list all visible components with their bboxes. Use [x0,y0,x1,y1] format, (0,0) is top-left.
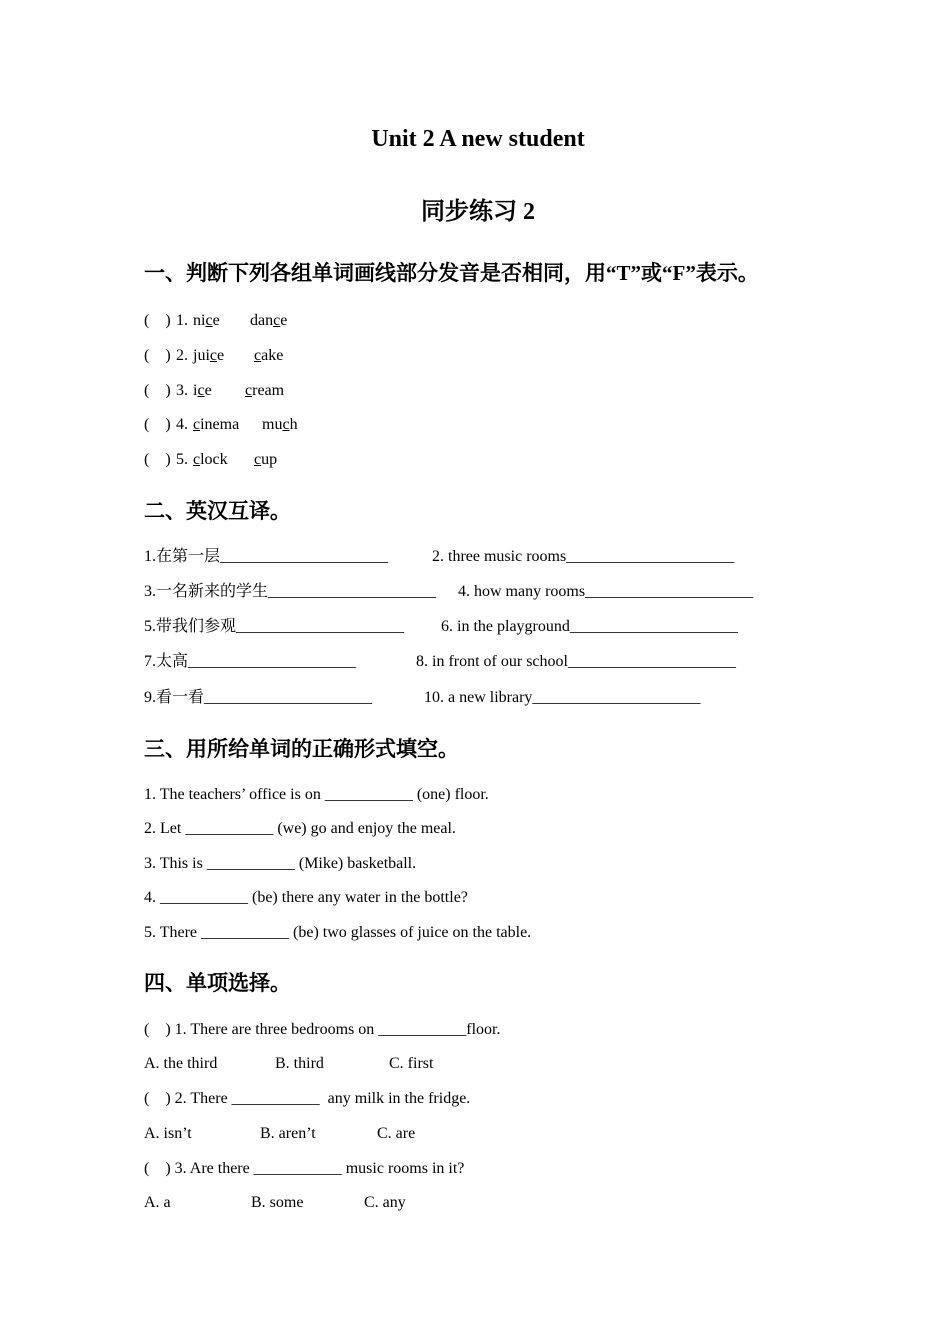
question-stem: ( ) 1. There are three bedrooms on ___________floor. [144,1021,501,1038]
fill-in-item: 4. ___________ (be) there any water in the bottle? [144,889,468,906]
underlined-letter: c [209,347,217,364]
word-part: e [217,347,225,364]
translation-item-right: 10. a new library_____________________ [424,689,701,706]
translation-item-left: 9.看一看_____________________ [144,689,373,706]
underlined-letter: c [205,312,213,329]
word-part: up [261,451,278,468]
fill-in-item: 1. The teachers’ office is on ___________ (one) floor. [144,786,489,803]
answer-paren: ( ) [144,416,171,433]
underlined-letter: c [273,312,281,329]
section3-heading: 三、用所给单词的正确形式填空。 [144,737,459,761]
option-b: B. third [275,1055,324,1072]
option-a: A. the third [144,1055,218,1072]
translation-item-left: 5.带我们参观_____________________ [144,618,405,635]
word-part: e [204,382,212,399]
word-part: ake [261,347,284,364]
word-part: h [289,416,298,433]
answer-paren: ( ) [144,312,171,329]
page-title: Unit 2 A new student [371,126,585,152]
answer-paren: ( ) [144,382,171,399]
translation-item-right: 6. in the playground_____________________ [441,618,738,635]
word-two [245,381,284,401]
item-number: 1. [176,312,188,329]
option-c: C. any [364,1194,406,1211]
underlined-letter: c [193,451,201,468]
question-stem: ( ) 2. There ___________ any milk in the fridge. [144,1090,471,1107]
answer-paren: ( ) [144,347,171,364]
item-number: 2. [176,347,188,364]
word-two [262,415,298,435]
fill-in-item: 2. Let ___________ (we) go and enjoy the meal. [144,820,456,837]
word-one [193,415,239,435]
word-one [193,346,224,366]
fill-in-item: 5. There ___________ (be) two glasses of juice on the table. [144,924,532,941]
option-c: C. are [377,1125,416,1142]
word-part: dan [250,312,274,329]
word-part: jui [193,347,210,364]
translation-item-right: 4. how many rooms_____________________ [458,583,754,600]
underlined-letter: c [254,347,262,364]
word-part: i [193,382,198,399]
word-two [254,346,283,366]
option-b: B. some [251,1194,304,1211]
word-part: inema [200,416,240,433]
fill-in-item: 3. This is ___________ (Mike) basketball. [144,855,417,872]
underlined-letter: c [254,451,262,468]
translation-item-left: 3.一名新来的学生_____________________ [144,583,437,600]
word-one [193,450,228,470]
underlined-letter: c [197,382,205,399]
underlined-letter: c [193,416,201,433]
item-number: 3. [176,382,188,399]
answer-paren: ( ) [144,451,171,468]
word-part: lock [200,451,228,468]
word-one [193,381,212,401]
word-one [193,311,220,331]
word-part: ream [252,382,285,399]
word-two [250,311,287,331]
translation-item-right: 2. three music rooms_____________________ [432,548,735,565]
item-number: 4. [176,416,188,433]
section1-heading: 一、判断下列各组单词画线部分发音是否相同，用“T”或“F”表示。 [144,261,759,285]
word-part: e [212,312,220,329]
item-number: 5. [176,451,188,468]
word-part: e [280,312,288,329]
option-b: B. aren’t [260,1125,316,1142]
translation-item-right: 8. in front of our school_____________________ [416,653,736,670]
word-part: mu [262,416,283,433]
option-a: A. a [144,1194,171,1211]
option-a: A. isn’t [144,1125,192,1142]
underlined-letter: c [245,382,253,399]
translation-item-left: 1.在第一层_____________________ [144,548,389,565]
question-stem: ( ) 3. Are there ___________ music rooms in it? [144,1160,465,1177]
word-part: ni [193,312,206,329]
option-c: C. first [389,1055,434,1072]
translation-item-left: 7.太高_____________________ [144,653,357,670]
word-two [254,450,277,470]
section4-heading: 四、单项选择。 [144,971,291,995]
underlined-letter: c [282,416,290,433]
page-subtitle: 同步练习 2 [421,199,535,225]
section2-heading: 二、英汉互译。 [144,499,291,523]
